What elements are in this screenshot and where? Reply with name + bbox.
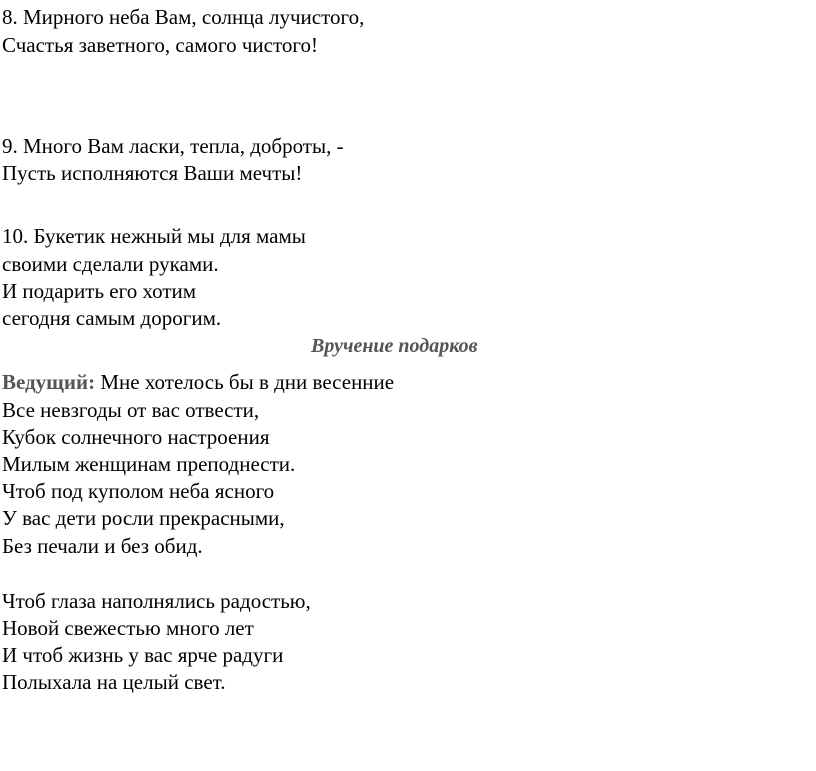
poem-line: Милым женщинам преподнести. (2, 452, 296, 476)
poem-line: И подарить его хотим (2, 279, 197, 303)
poem-line: У вас дети росли прекрасными, (2, 506, 285, 530)
host-first-line (2, 369, 394, 396)
poem-line-text: Мне хотелось бы в дни весенние (95, 370, 395, 394)
poem-line: своими сделали руками. (2, 252, 219, 276)
poem-line: 10. Букетик нежный мы для мамы (2, 224, 306, 248)
poem-line: сегодня самым дорогим. (2, 306, 222, 330)
poem-line: Полыхала на целый свет. (2, 670, 226, 694)
poem-line: Все невзгоды от вас отвести, (2, 398, 260, 422)
section-heading: Вручение подарков (311, 335, 478, 357)
poem-line: Кубок солнечного настроения (2, 425, 270, 449)
poem-line: Чтоб глаза наполнялись радостью, (2, 589, 311, 613)
poem-line: Счастья заветного, самого чистого! (2, 33, 318, 57)
poem-line: И чтоб жизнь у вас ярче радуги (2, 643, 284, 667)
speaker-label: Ведущий: (2, 370, 96, 394)
poem-line: 9. Много Вам ласки, тепла, доброты, - (2, 134, 344, 158)
poem-line: Новой свежестью много лет (2, 616, 254, 640)
poem-line: 8. Мирного неба Вам, солнца лучистого, (2, 5, 365, 29)
poem-line: Чтоб под куполом неба ясного (2, 479, 275, 503)
poem-line: Пусть исполняются Ваши мечты! (2, 161, 303, 185)
poem-line: Без печали и без обид. (2, 534, 203, 558)
